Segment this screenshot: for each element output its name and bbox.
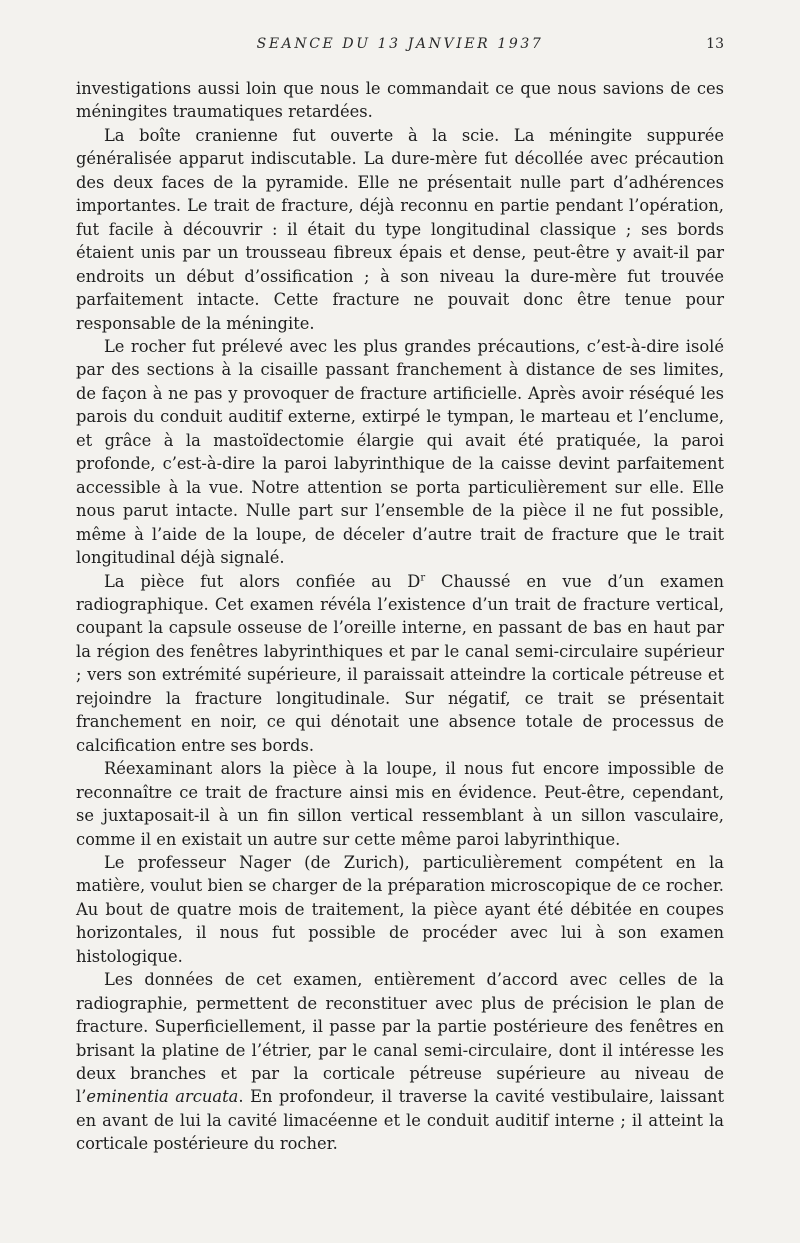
text-run: Chaussé en vue d’un examen radiographique. Cet examen révéla l’existence d’un trait de fracture vertical, coupant la capsule osseuse de l’oreille interne, en passant de bas en haut par la région des fenêtres labyrinthiques et par le canal semi-circulaire supérieur ; vers son extrémité supérieure, il paraissait atteindre la corticale pétreuse et rejoindre la fracture longitudinale. Sur négatif, ce trait se présentait franchement en noir, ce qui dénotait une absence totale de processus de calcification entre ses bords. <box>76 571 725 755</box>
text-run: . En profondeur, il traverse la cavité vestibulaire, laissant en avant de lui la cavité limacéenne et le conduit auditif interne ; il atteint la corticale postérieure du rocher. <box>76 1087 724 1154</box>
paragraph-histology-findings <box>76 968 724 1156</box>
text-run: Les données de cet examen, entièrement d’accord avec celles de la radiographie, permettent de reconstituer avec plus de précision le plan de fracture. Superficiellement, il passe par la partie postérieure des fenêtres en brisant la platine de l’étrier, par le canal semi-circulaire, dont il intéresse les deux branches et par la corticale pétreuse supérieure au niveau de l’ <box>76 970 724 1107</box>
running-head <box>76 36 724 58</box>
running-head-title: SEANCE DU 13 JANVIER 1937 <box>256 36 544 52</box>
body-text <box>76 77 724 1156</box>
page-number: 13 <box>706 36 724 52</box>
paragraph-professor-nager: Le professeur Nager (de Zurich), particulièrement compétent en la matière, voulut bien se charger de la préparation microscopique de ce rocher. Au bout de quatre mois de traitement, la pièce ayant été débitée en coupes horizontales, il nous fut possible de procéder avec lui à son examen histologique. <box>76 852 724 966</box>
paragraph-rock-removal: Le rocher fut prélevé avec les plus grandes précautions, c’est-à-dire isolé par des sections à la cisaille passant franchement à distance de ses limites, de façon à ne pas y provoquer de fracture artificielle. Après avoir réséqué les parois du conduit auditif externe, extirpé le tympan, le marteau et l’enclume, et grâce à la mastoïdectomie élargie qui avait été pratiquée, la paroi profonde, c’est-à-dire la paroi labyrinthique de la caisse devint parfaitement accessible à la vue. Notre attention se porta particulièrement sur elle. Elle nous parut intacte. Nulle part sur l’ensemble de la pièce il ne fut possible, même à l’aide de la loupe, de déceler d’autre trait de fracture que le trait longitudinal déjà signalé. <box>76 336 724 568</box>
paragraph-radiography <box>76 570 724 758</box>
text-run: La pièce fut alors confiée au D <box>104 571 421 591</box>
paragraph-skull-opening: La boîte cranienne fut ouverte à la scie. La méningite suppurée généralisée apparut indiscutable. La dure-mère fut décollée avec précaution des deux faces de la pyramide. Elle ne présentait nulle part d’adhérences importantes. Le trait de fracture, déjà reconnu en partie pendant l’opération, fut facile à découvrir : il était du type longitudinal classique ; ses bords étaient unis par un trousseau fibreux épais et dense, peut-être y avait-il par endroits un début d’ossification ; à son niveau la dure-mère fut trouvée parfaitement intacte. Cette fracture ne pouvait donc être tenue pour responsable de la méningite. <box>76 125 724 333</box>
italic-term: eminentia arcuata <box>86 1087 239 1107</box>
paragraph-continued: investigations aussi loin que nous le commandait ce que nous savions de ces méningites traumatiques retardées. <box>76 79 724 122</box>
superscript-r: r <box>420 572 426 584</box>
paragraph-reexamination: Réexaminant alors la pièce à la loupe, il nous fut encore impossible de reconnaître ce trait de fracture ainsi mis en évidence. Peut-être, cependant, se juxtaposait-il à un fin sillon vertical ressemblant à un sillon vasculaire, comme il en existait un autre sur cette même paroi labyrinthique. <box>76 759 724 849</box>
